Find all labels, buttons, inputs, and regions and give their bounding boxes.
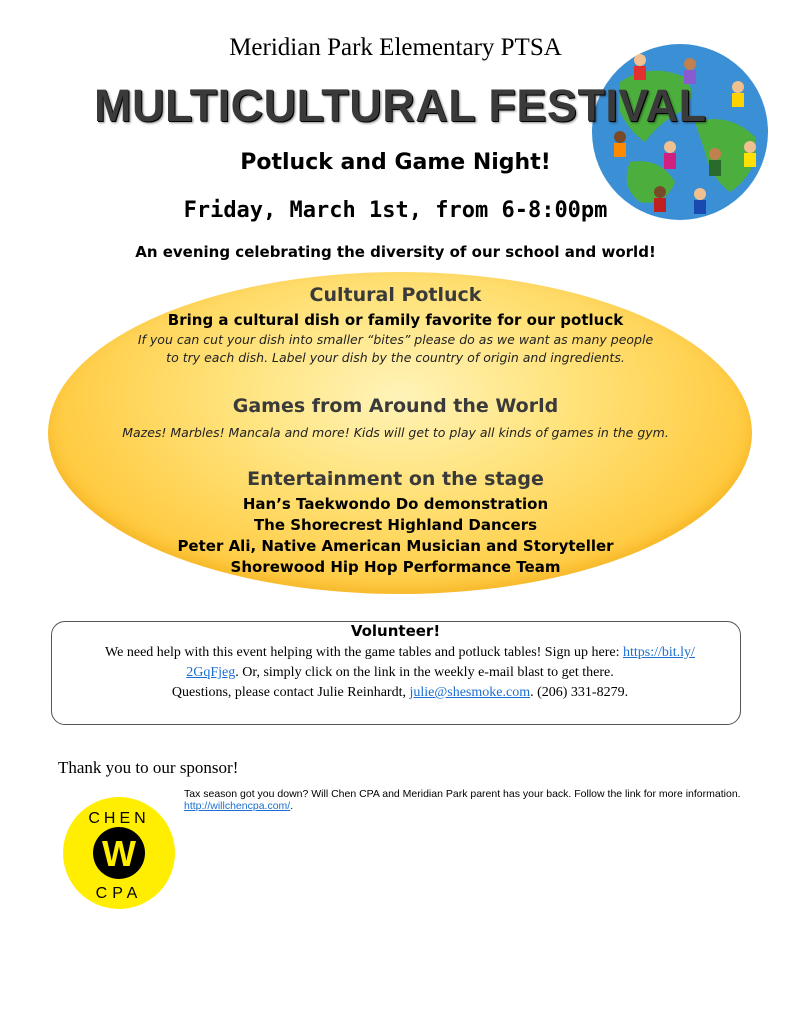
potluck-detail-2: to try each dish. Label your dish by the country of origin and ingredients. xyxy=(166,350,625,365)
org-name: Meridian Park Elementary PTSA xyxy=(229,34,562,61)
sponsor-link[interactable]: http://willchencpa.com/ xyxy=(184,800,291,812)
globe-illustration xyxy=(590,42,770,222)
event-subtitle: Potluck and Game Night! xyxy=(240,150,551,175)
games-heading: Games from Around the World xyxy=(232,395,559,417)
entertainment-heading: Entertainment on the stage xyxy=(247,468,544,490)
potluck-heading: Cultural Potluck xyxy=(309,284,482,306)
signup-link[interactable]: https://bit.ly/ xyxy=(622,645,695,660)
sponsor-text: Tax season got you down? Will Chen CPA and Meridian Park parent has your back. Follow the link for more information. xyxy=(184,788,741,800)
event-title: MULTICULTURAL FESTIVAL xyxy=(94,80,707,131)
volunteer-heading: Volunteer! xyxy=(350,622,441,640)
contact-email-link[interactable]: julie@shesmoke.com xyxy=(409,685,531,700)
event-date: Friday, March 1st, from 6-8:00pm xyxy=(183,198,608,223)
volunteer-text: . Or, simply click on the link in the weekly e-mail blast to get there. xyxy=(235,665,614,680)
games-detail: Mazes! Marbles! Mancala and more! Kids will get to play all kinds of games in the gym. xyxy=(122,425,669,440)
entertainment-act: Han’s Taekwondo Do demonstration xyxy=(242,495,549,513)
contact-text: Questions, please contact Julie Reinhardt, xyxy=(171,685,406,700)
entertainment-list xyxy=(0,494,791,578)
logo-bottom-text: CPA xyxy=(95,885,143,902)
volunteer-line-3 xyxy=(60,685,740,701)
signup-link-continued[interactable]: 2GqFjeg xyxy=(186,665,236,680)
chen-cpa-logo xyxy=(62,796,176,910)
volunteer-text: We need help with this event helping with the game tables and potluck tables! Sign up here: xyxy=(105,645,620,660)
volunteer-line-1 xyxy=(60,645,740,661)
entertainment-act: The Shorecrest Highland Dancers xyxy=(253,516,538,534)
volunteer-line-2 xyxy=(60,665,740,681)
potluck-lead: Bring a cultural dish or family favorite for our potluck xyxy=(167,311,624,329)
event-tagline: An evening celebrating the diversity of our school and world! xyxy=(135,243,656,261)
sponsor-description xyxy=(184,788,754,812)
sponsor-link-suffix: . xyxy=(290,800,294,812)
logo-center-letter: W xyxy=(102,833,136,874)
entertainment-act: Peter Ali, Native American Musician and Storyteller xyxy=(177,537,614,555)
contact-phone: . (206) 331-8279. xyxy=(530,685,629,700)
sponsor-thanks: Thank you to our sponsor! xyxy=(58,758,239,777)
entertainment-act: Shorewood Hip Hop Performance Team xyxy=(230,558,561,576)
potluck-detail-1: If you can cut your dish into smaller “bites” please do as we want as many people xyxy=(137,332,654,347)
logo-top-text: CHEN xyxy=(88,810,150,827)
